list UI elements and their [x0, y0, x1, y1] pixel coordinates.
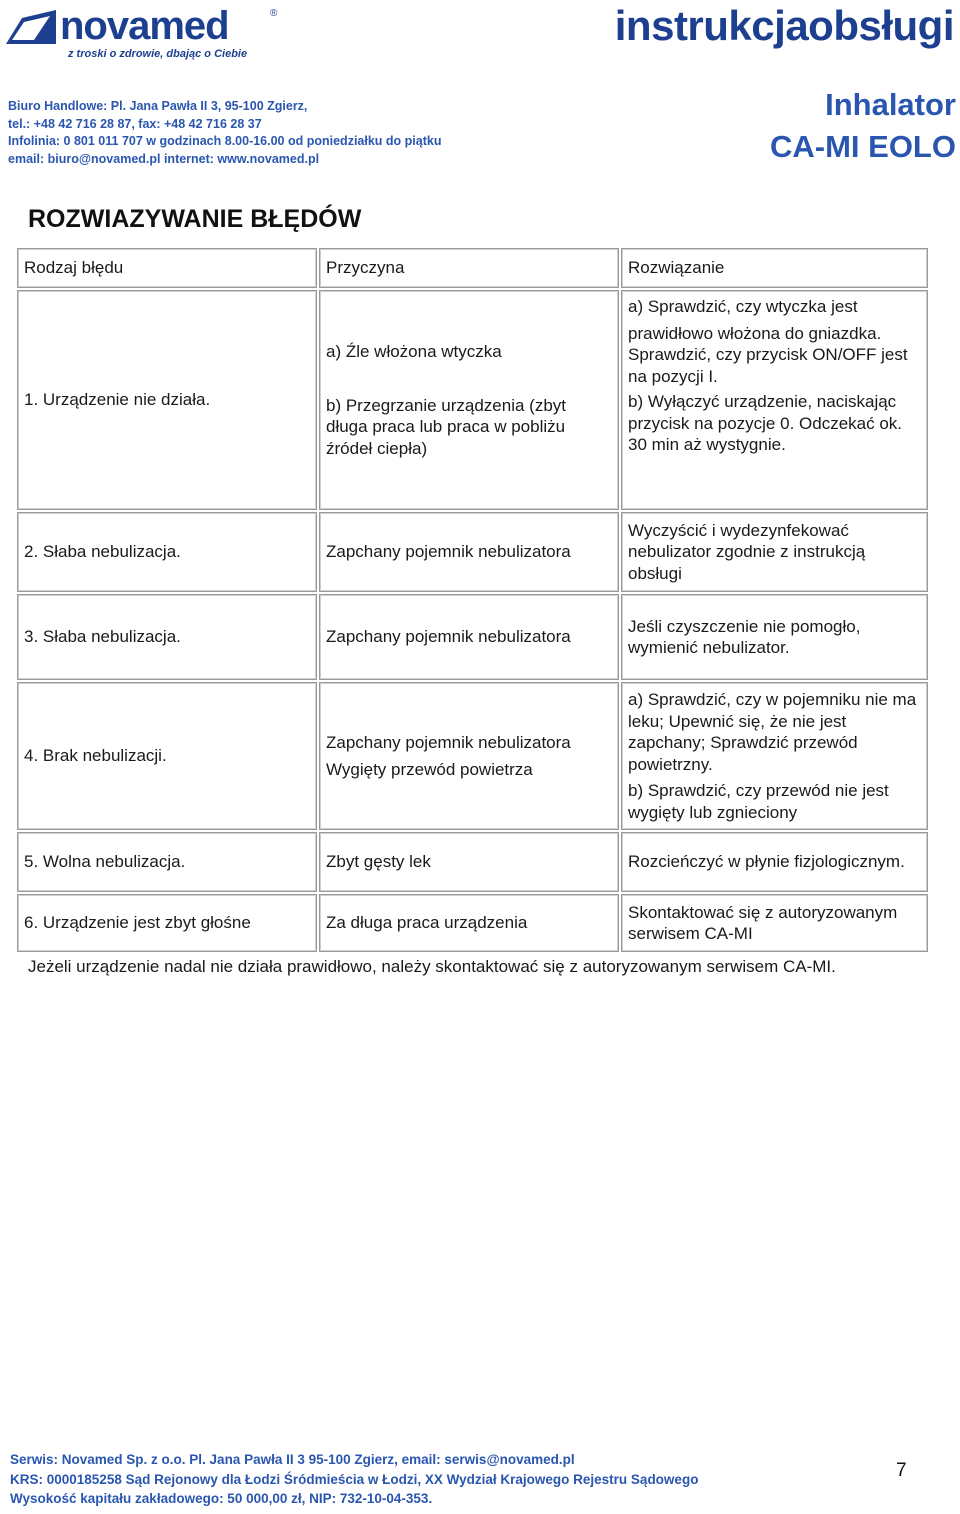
footer-line: KRS: 0000185258 Sąd Rejonowy dla Łodzi Śródmieścia w Łodzi, XX Wydział Krajowego Rejestru Sądowego: [10, 1471, 699, 1487]
table-row-solution: a) Sprawdzić, czy w pojemniku nie ma leku; Upewnić się, że nie jest zapchany; Sprawdzić przewód powietrzny. b) Sprawdzić, czy przewód nie jest wygięty lub zgnieciony: [621, 682, 928, 830]
table-row-type: 1. Urządzenie nie działa.: [17, 290, 317, 510]
logo-text: novamed: [60, 4, 229, 48]
table-row-cause: Zapchany pojemnik nebulizatora: [319, 594, 619, 680]
table-row-type: 2. Słaba nebulizacja.: [17, 512, 317, 592]
table-row-solution: a) Sprawdzić, czy wtyczka jest prawidłowo włożona do gniazdka. Sprawdzić, czy przycisk ON/OFF jest na pozycji I. b) Wyłączyć urządzenie, naciskając przycisk na pozycje 0. Odczekać ok. 30 min aż wystygnie.: [621, 290, 928, 510]
table-row-type: 6. Urządzenie jest zbyt głośne: [17, 894, 317, 952]
table-row-type: 5. Wolna nebulizacja.: [17, 832, 317, 892]
table-row-solution: Jeśli czyszczenie nie pomogło, wymienić nebulizator.: [621, 594, 928, 680]
service-note: Jeżeli urządzenie nadal nie działa prawidłowo, należy skontaktować się z autoryzowanym serwisem CA-MI.: [28, 957, 836, 976]
section-title: ROZWIAZYWANIE BŁĘDÓW: [28, 205, 362, 233]
contact-line: email: biuro@novamed.pl internet: www.novamed.pl: [8, 151, 320, 166]
contact-line: Infolinia: 0 801 011 707 w godzinach 8.00-16.00 od poniedziałku do piątku: [8, 134, 442, 148]
footer-line: Serwis: Novamed Sp. z o.o. Pl. Jana Pawła II 3 95-100 Zgierz, email: serwis@novamed.pl: [10, 1452, 575, 1467]
table-header-cell: Przyczyna: [319, 248, 619, 288]
table-row-type: 4. Brak nebulizacji.: [17, 682, 317, 830]
table-row-cause: Zbyt gęsty lek: [319, 832, 619, 892]
logo-tagline: z troski o zdrowie, dbając o Ciebie: [68, 48, 248, 60]
footer-info: [10, 1450, 698, 1509]
page-number: 7: [896, 1460, 907, 1481]
product-line-1: Inhalator: [825, 87, 956, 122]
table-row-solution: Rozcieńczyć w płynie fizjologicznym.: [621, 832, 928, 892]
table-header-cell: Rodzaj błędu: [17, 248, 317, 288]
contact-line: Biuro Handlowe: Pl. Jana Pawła II 3, 95-100 Zgierz,: [8, 99, 308, 113]
table-header-cell: Rozwiązanie: [621, 248, 928, 288]
document-title: instrukcjaobsługi: [614, 2, 954, 49]
table-row-cause: Za długa praca urządzenia: [319, 894, 619, 952]
logo-registered-mark: ®: [270, 8, 278, 19]
table-row-cause: a) Źle włożona wtyczka b) Przegrzanie urządzenia (zbyt długa praca lub praca w pobliżu źródeł ciepła): [319, 290, 619, 510]
contact-line: tel.: +48 42 716 28 87, fax: +48 42 716 28 37: [8, 116, 262, 131]
table-row-cause: Zapchany pojemnik nebulizatora: [319, 512, 619, 592]
table-row-type: 3. Słaba nebulizacja.: [17, 594, 317, 680]
product-line-2: CA-MI EOLO: [770, 129, 956, 164]
table-row-solution: Skontaktować się z autoryzowanym serwisem CA-MI: [621, 894, 928, 952]
table-row-cause: Zapchany pojemnik nebulizatora Wygięty przewód powietrza: [319, 682, 619, 830]
footer-line: Wysokość kapitału zakładowego: 50 000,00 zł, NIP: 732-10-04-353.: [10, 1491, 433, 1506]
table-row-solution: Wyczyścić i wydezynfekować nebulizator zgodnie z instrukcją obsługi: [621, 512, 928, 592]
